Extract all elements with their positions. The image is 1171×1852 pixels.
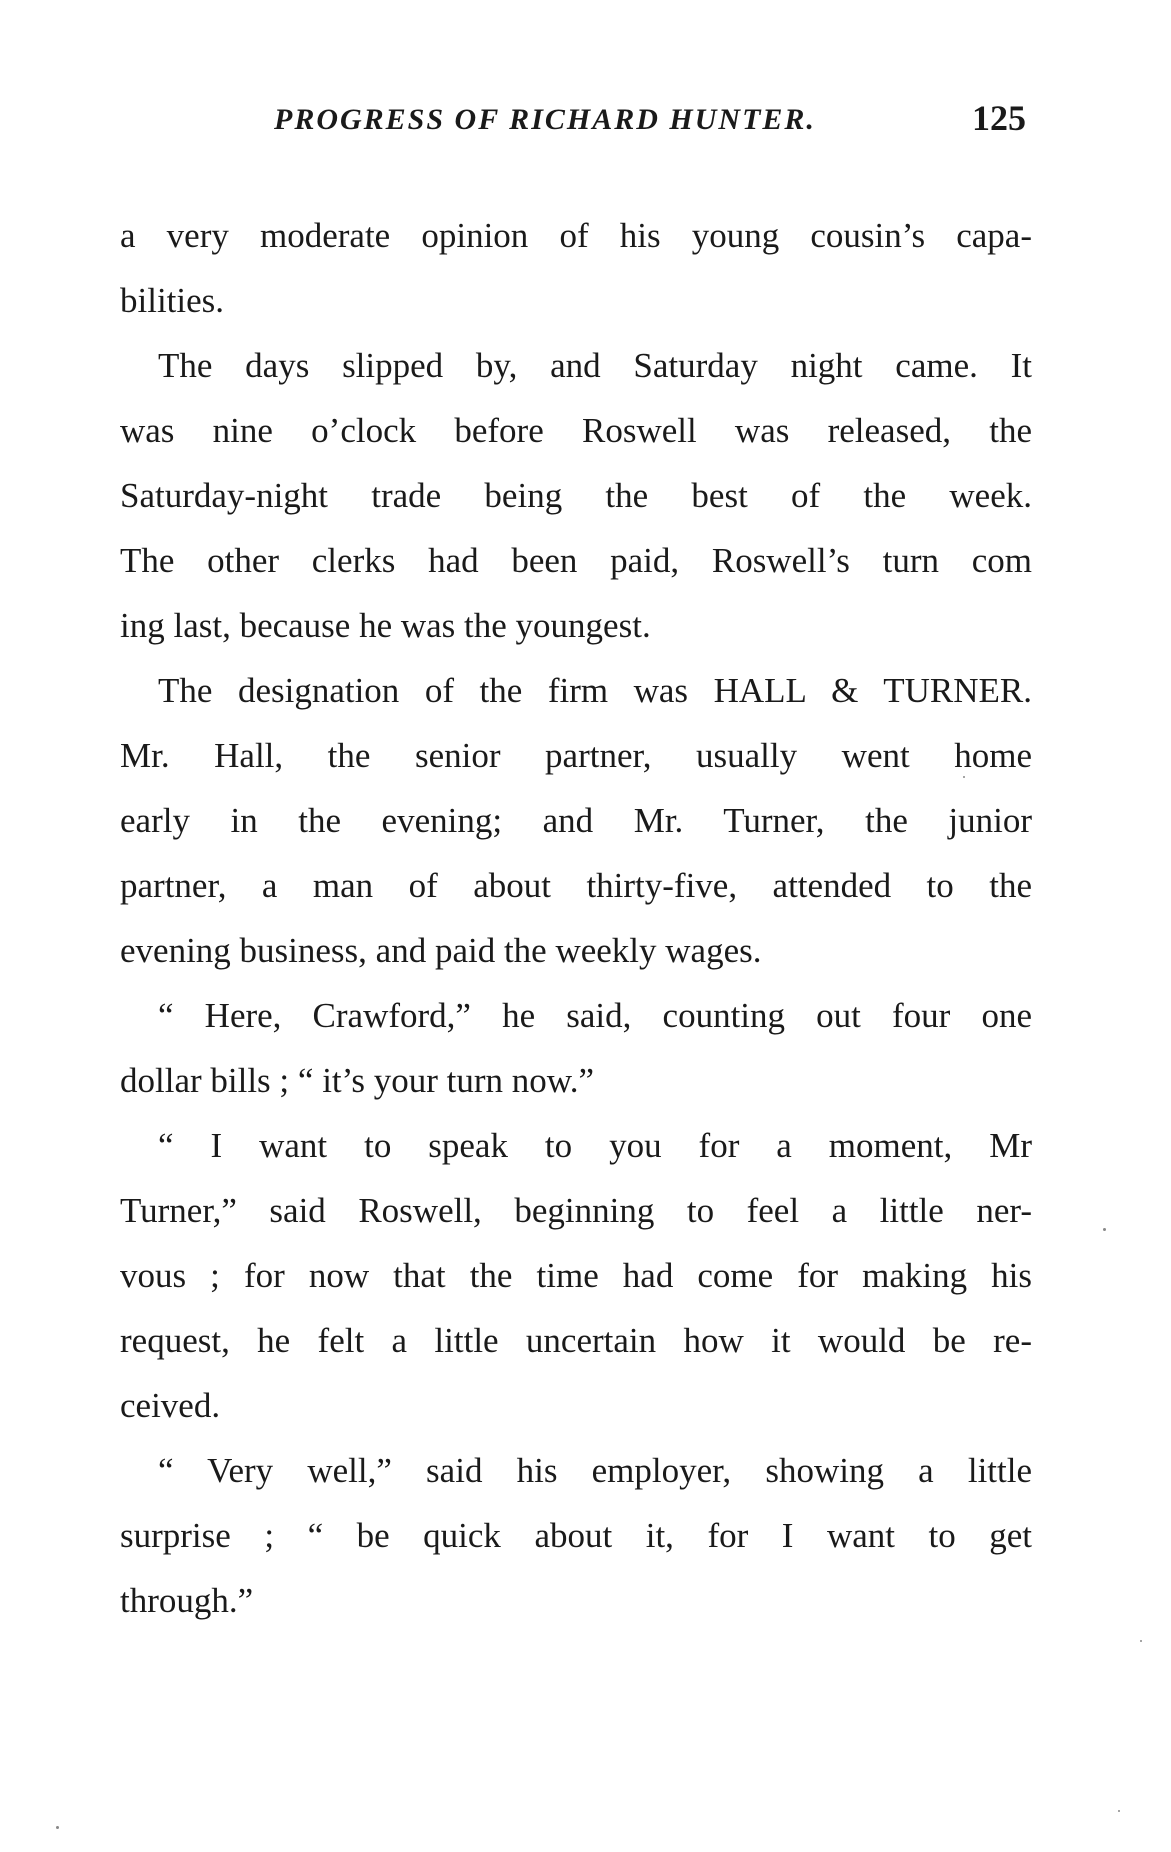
- paper-speck: [1103, 1228, 1106, 1231]
- text-line: through.”: [120, 1581, 254, 1620]
- text-line: Turner,” said Roswell, beginning to feel a little ner-: [120, 1191, 1032, 1230]
- text-line: Mr. Hall, the senior partner, usually went home: [120, 736, 1032, 775]
- text-line: surprise ; “ be quick about it, for I want to get: [120, 1516, 1032, 1555]
- text-line: early in the evening; and Mr. Turner, the junior: [120, 801, 1032, 840]
- text-line: dollar bills ; “ it’s your turn now.”: [120, 1061, 595, 1100]
- text-line: “ I want to speak to you for a moment, Mr: [158, 1126, 1032, 1165]
- text-line: request, he felt a little uncertain how it would be re-: [120, 1321, 1032, 1360]
- page-number: 125: [972, 98, 1026, 138]
- text-line: The days slipped by, and Saturday night came. It: [158, 346, 1032, 385]
- text-line: bilities.: [120, 281, 225, 320]
- running-title: PROGRESS OF RICHARD HUNTER.: [274, 103, 816, 136]
- paragraph: [120, 203, 1032, 333]
- paragraph: [120, 1438, 1032, 1633]
- text-line: evening business, and paid the weekly wages.: [120, 931, 762, 970]
- text-line: The designation of the firm was HALL & TURNER.: [158, 671, 1032, 710]
- body-text: [120, 203, 1032, 1633]
- paper-speck: [1118, 1810, 1120, 1812]
- paper-speck: [963, 776, 965, 778]
- text-line: was nine o’clock before Roswell was released, the: [120, 411, 1032, 450]
- text-line: Saturday-night trade being the best of the week.: [120, 476, 1032, 515]
- paragraph: [120, 983, 1032, 1113]
- running-head: [120, 98, 1036, 153]
- paragraph: [120, 658, 1032, 983]
- paragraph: [120, 1113, 1032, 1438]
- text-line: “ Very well,” said his employer, showing a little: [158, 1451, 1032, 1490]
- text-line: ing last, because he was the youngest.: [120, 606, 651, 645]
- paper-speck: [1140, 1640, 1142, 1642]
- text-line: ceived.: [120, 1386, 221, 1425]
- text-line: The other clerks had been paid, Roswell’s turn com: [120, 541, 1032, 580]
- text-line: a very moderate opinion of his young cousin’s capa-: [120, 216, 1032, 255]
- paper-speck: [56, 1826, 59, 1829]
- text-line: vous ; for now that the time had come for making his: [120, 1256, 1032, 1295]
- paragraph: [120, 333, 1032, 658]
- text-line: “ Here, Crawford,” he said, counting out four one: [158, 996, 1032, 1035]
- text-line: partner, a man of about thirty-five, attended to the: [120, 866, 1032, 905]
